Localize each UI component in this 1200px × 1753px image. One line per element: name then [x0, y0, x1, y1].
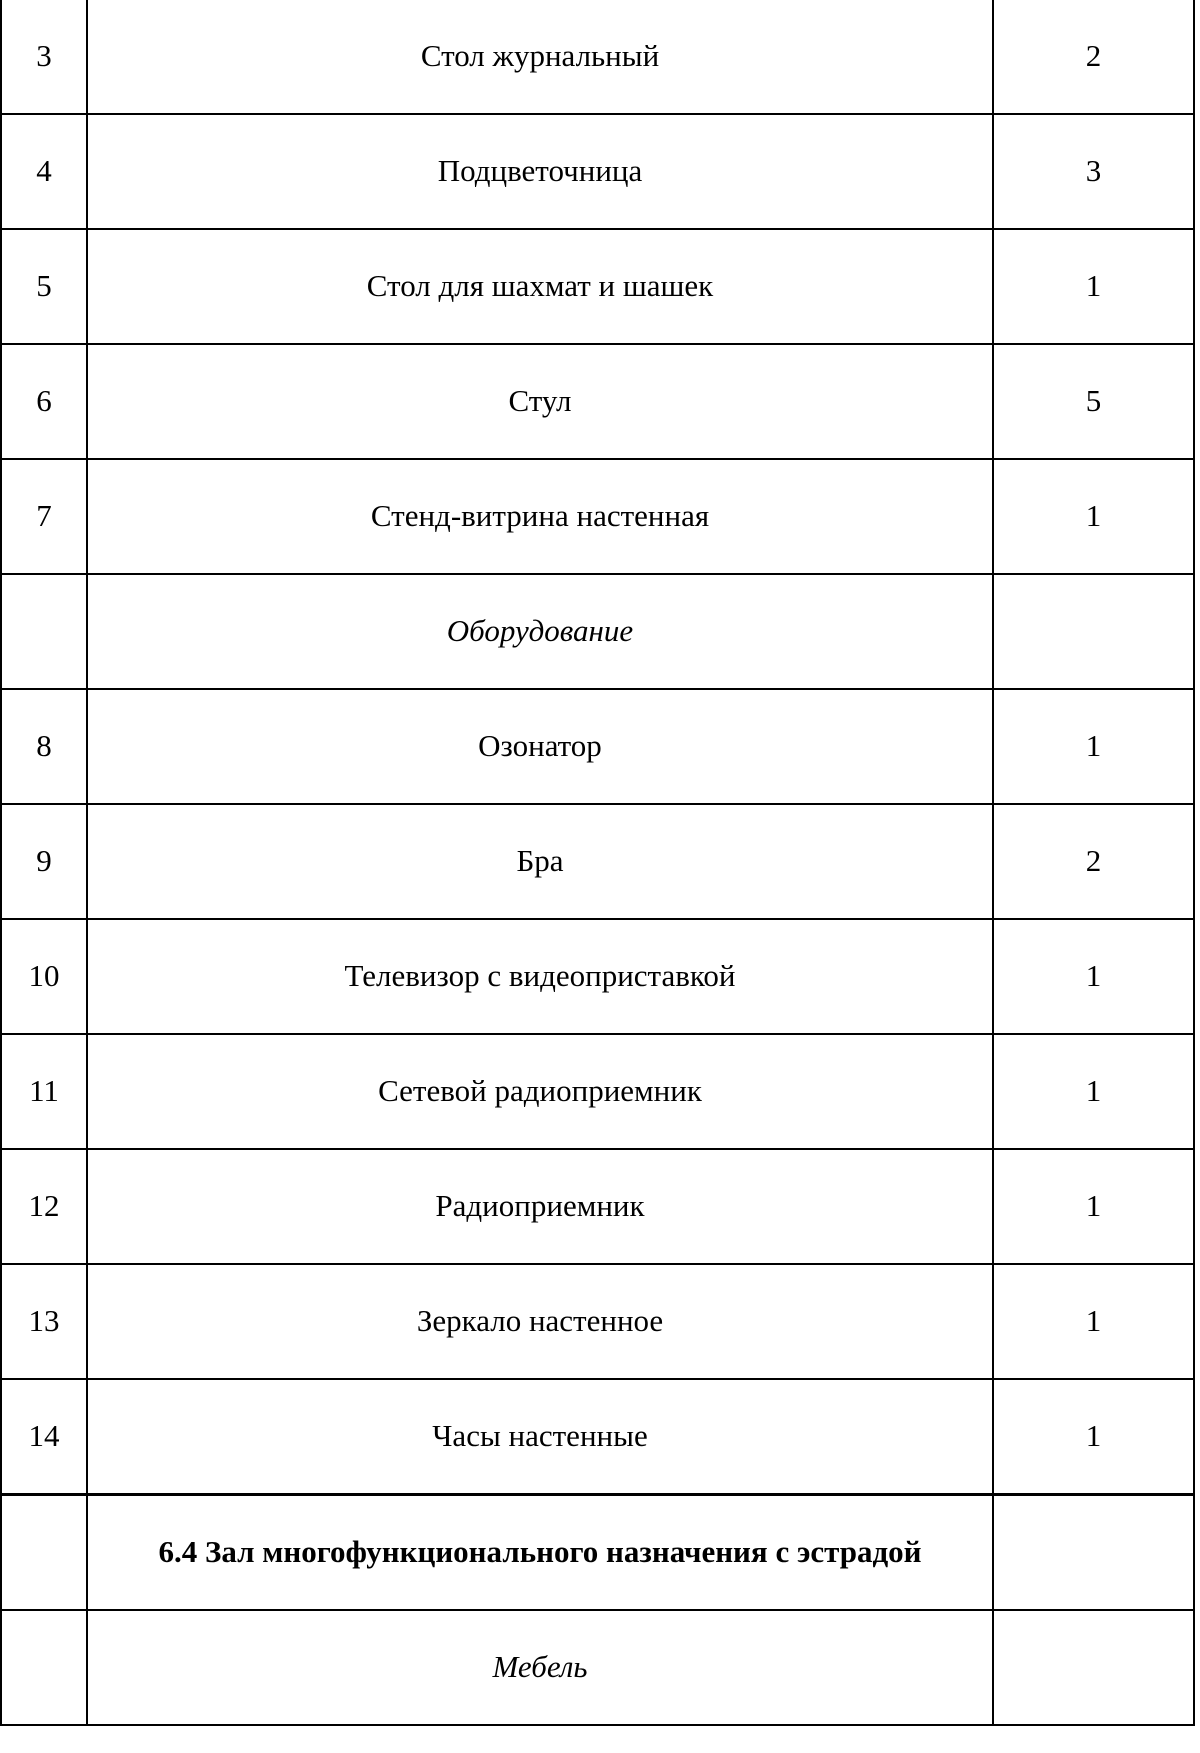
- table-row: [1, 459, 1194, 574]
- section-heading: 6.4 Зал многофункционального назначения с эстрадой: [87, 1495, 993, 1611]
- quantity-cell: 1: [993, 919, 1194, 1034]
- table-row: [1, 1149, 1194, 1264]
- row-number-cell: 13: [1, 1264, 87, 1379]
- category-subheading-row: [1, 1610, 1194, 1725]
- row-number-cell: [1, 1610, 87, 1725]
- item-name-cell: Стол журнальный: [87, 0, 993, 114]
- table-row: [1, 804, 1194, 919]
- row-number-cell: 3: [1, 0, 87, 114]
- quantity-cell: 1: [993, 459, 1194, 574]
- item-name-cell: Зеркало настенное: [87, 1264, 993, 1379]
- table-row: [1, 1034, 1194, 1149]
- item-name-cell: Бра: [87, 804, 993, 919]
- table-row: [1, 344, 1194, 459]
- table-row: [1, 229, 1194, 344]
- quantity-cell: [993, 574, 1194, 689]
- item-name-cell: Стол для шахмат и шашек: [87, 229, 993, 344]
- row-number-cell: 5: [1, 229, 87, 344]
- inventory-table-body: [1, 0, 1194, 1725]
- row-number-cell: [1, 1495, 87, 1611]
- table-row: [1, 114, 1194, 229]
- table-row: [1, 1264, 1194, 1379]
- row-number-cell: 12: [1, 1149, 87, 1264]
- quantity-cell: 1: [993, 229, 1194, 344]
- quantity-cell: 3: [993, 114, 1194, 229]
- quantity-cell: 1: [993, 1034, 1194, 1149]
- item-name-cell: Озонатор: [87, 689, 993, 804]
- row-number-cell: 6: [1, 344, 87, 459]
- quantity-cell: 1: [993, 1264, 1194, 1379]
- item-name-cell: Телевизор с видеоприставкой: [87, 919, 993, 1034]
- row-number-cell: 9: [1, 804, 87, 919]
- item-name-cell: Сетевой радиоприемник: [87, 1034, 993, 1149]
- table-row: [1, 0, 1194, 114]
- table-row: [1, 1379, 1194, 1495]
- quantity-cell: [993, 1610, 1194, 1725]
- item-name-cell: Часы настенные: [87, 1379, 993, 1495]
- category-subheading: Мебель: [87, 1610, 993, 1725]
- item-name-cell: Стул: [87, 344, 993, 459]
- item-name-cell: Стенд-витрина настенная: [87, 459, 993, 574]
- table-row: [1, 919, 1194, 1034]
- row-number-cell: 11: [1, 1034, 87, 1149]
- quantity-cell: 5: [993, 344, 1194, 459]
- row-number-cell: 8: [1, 689, 87, 804]
- section-heading-row: [1, 1495, 1194, 1611]
- table-row: [1, 689, 1194, 804]
- category-subheading: Оборудование: [87, 574, 993, 689]
- quantity-cell: 2: [993, 0, 1194, 114]
- row-number-cell: 10: [1, 919, 87, 1034]
- quantity-cell: [993, 1495, 1194, 1611]
- item-name-cell: Радиоприемник: [87, 1149, 993, 1264]
- quantity-cell: 1: [993, 689, 1194, 804]
- quantity-cell: 1: [993, 1379, 1194, 1495]
- row-number-cell: 7: [1, 459, 87, 574]
- item-name-cell: Подцветочница: [87, 114, 993, 229]
- row-number-cell: 14: [1, 1379, 87, 1495]
- row-number-cell: 4: [1, 114, 87, 229]
- quantity-cell: 1: [993, 1149, 1194, 1264]
- category-subheading-row: [1, 574, 1194, 689]
- quantity-cell: 2: [993, 804, 1194, 919]
- row-number-cell: [1, 574, 87, 689]
